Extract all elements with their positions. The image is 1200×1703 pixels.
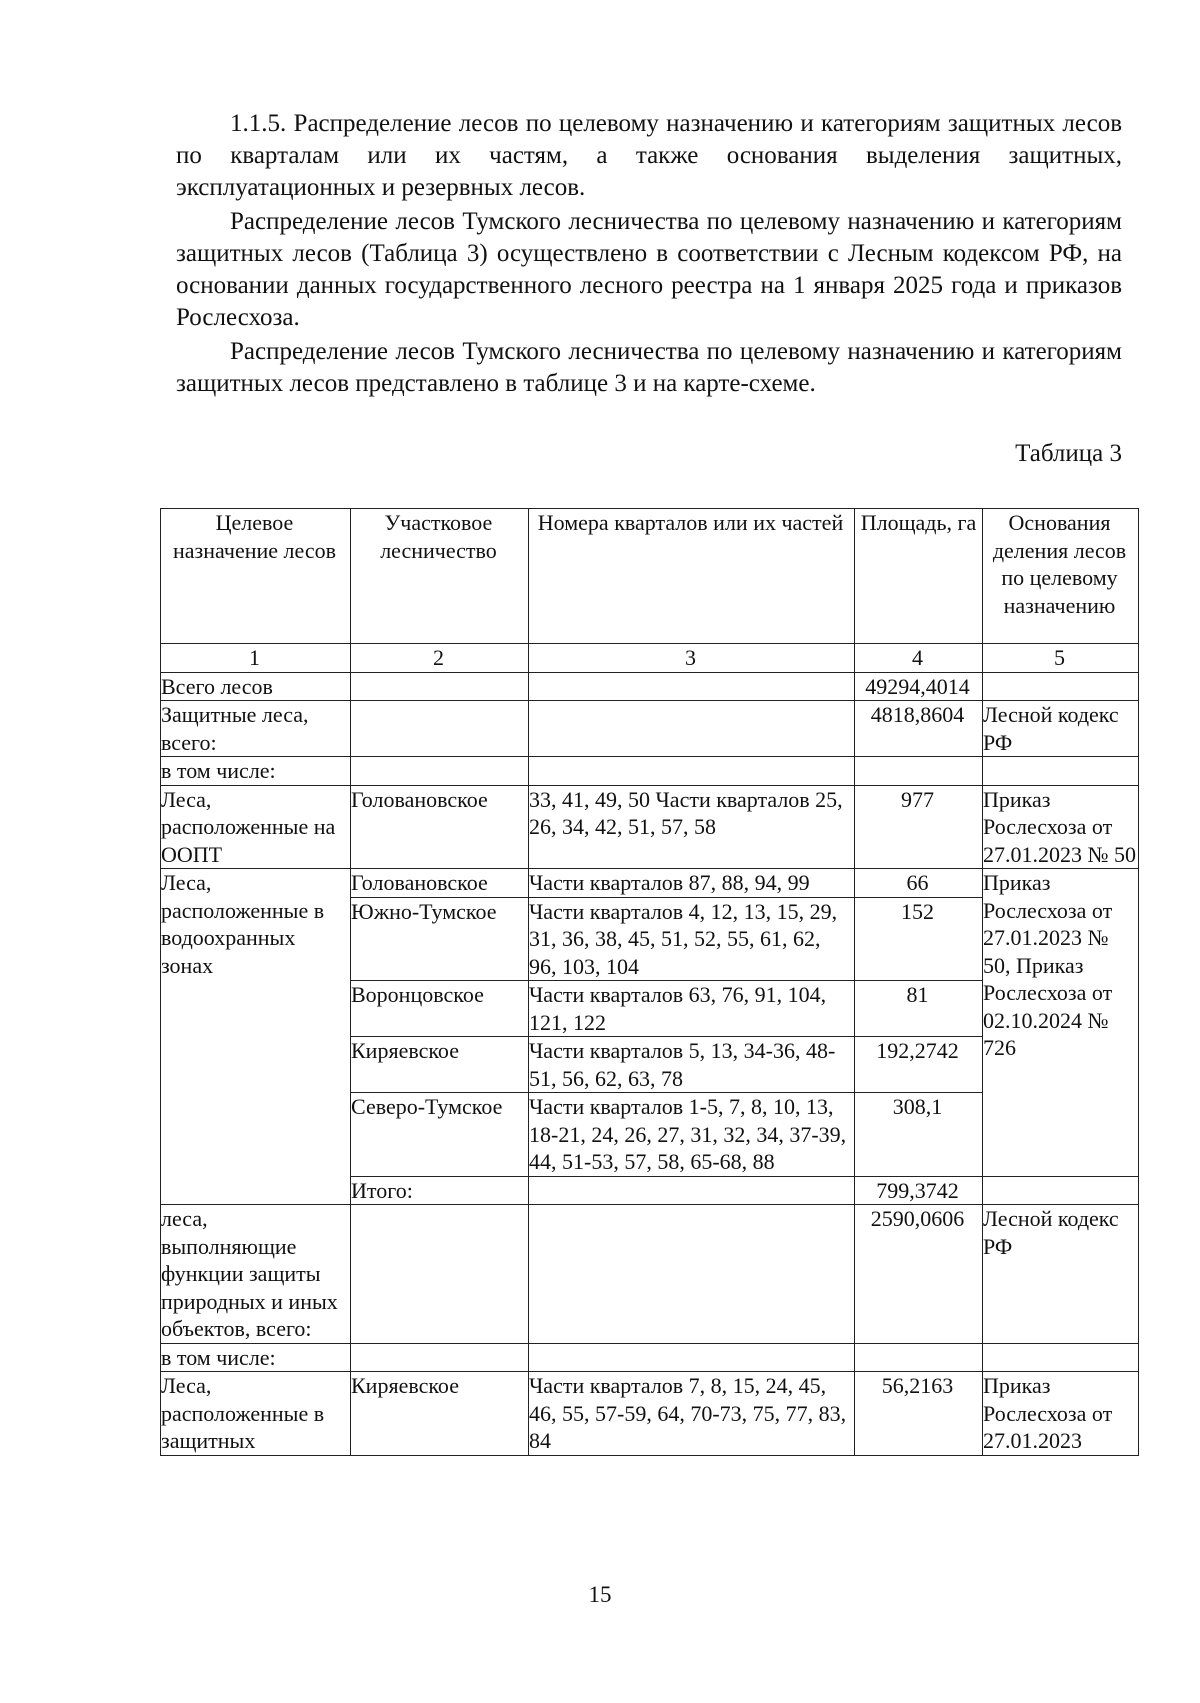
- area-value: 49294,4014: [855, 672, 983, 701]
- empty-cell: [529, 1205, 855, 1344]
- empty-cell: [351, 757, 529, 786]
- area-value: 152: [855, 897, 983, 981]
- section-heading-paragraph: 1.1.5. Распределение лесов по целевому назначению и категориям защитных лесов по кварталам или их частям, а также основания выделения защитных, эксплуатационных и резервных лесов.: [176, 110, 1122, 201]
- table-row: [161, 869, 1139, 898]
- empty-cell: [351, 672, 529, 701]
- subtotal-label: Итого:: [351, 1176, 529, 1205]
- table-row: [161, 757, 1139, 786]
- forestry-name: Южно-Тумское: [351, 897, 529, 981]
- forestry-name: Киряевское: [351, 1372, 529, 1456]
- row-label: Леса, расположенные на ООПТ: [161, 785, 351, 869]
- row-label: Леса, расположенные в водоохранных зонах: [161, 869, 351, 1177]
- empty-cell: [161, 1176, 351, 1205]
- quarters-list: Части кварталов 7, 8, 15, 24, 45, 46, 55, 57-59, 64, 70-73, 75, 77, 83, 84: [529, 1372, 855, 1456]
- header-purpose: Целевое назначение лесов: [161, 509, 351, 644]
- basis-value: Лесной кодекс РФ: [983, 1205, 1139, 1344]
- table-row: [161, 1343, 1139, 1372]
- empty-cell: [983, 1343, 1139, 1372]
- table-row: [161, 785, 1139, 869]
- area-value: 66: [855, 869, 983, 898]
- quarters-list: 33, 41, 49, 50 Части кварталов 25, 26, 34, 42, 51, 57, 58: [529, 785, 855, 869]
- summary-paragraph: Распределение лесов Тумского лесничества по целевому назначению и категориям защитных лесов представлено в таблице 3 и на карте-схеме.: [176, 338, 1122, 397]
- basis-value: Приказ Рослесхоза от 27.01.2023 № 50: [983, 785, 1139, 869]
- area-value: 192,2742: [855, 1037, 983, 1093]
- forestry-name: Северо-Тумское: [351, 1093, 529, 1177]
- empty-cell: [983, 757, 1139, 786]
- header-basis: Основания деления лесов по целевому назначению: [983, 509, 1139, 644]
- basis-value: Приказ Рослесхоза от 27.01.2023 № 50, Приказ Рослесхоза от 02.10.2024 № 726: [983, 869, 1139, 1177]
- row-label: Леса, расположенные в защитных: [161, 1372, 351, 1456]
- header-area: Площадь, га: [855, 509, 983, 644]
- column-number-5: 5: [983, 644, 1139, 673]
- header-quarters: Номера кварталов или их частей: [529, 509, 855, 644]
- column-number-2: 2: [351, 644, 529, 673]
- area-value: 81: [855, 981, 983, 1037]
- empty-cell: [855, 757, 983, 786]
- area-value: 308,1: [855, 1093, 983, 1177]
- quarters-list: Части кварталов 87, 88, 94, 99: [529, 869, 855, 898]
- page-number: 15: [588, 1582, 612, 1607]
- forestry-name: Воронцовское: [351, 981, 529, 1037]
- column-number-1: 1: [161, 644, 351, 673]
- forestry-name: Головановское: [351, 785, 529, 869]
- quarters-list: Части кварталов 4, 12, 13, 15, 29, 31, 36, 38, 45, 51, 52, 55, 61, 62, 96, 103, 104: [529, 897, 855, 981]
- empty-cell: [351, 1205, 529, 1344]
- empty-cell: [529, 757, 855, 786]
- empty-cell: [983, 1176, 1139, 1205]
- quarters-list: Части кварталов 1-5, 7, 8, 10, 13, 18-21, 24, 26, 27, 31, 32, 34, 37-39, 44, 51-53, 57, 58, 65-68, 88: [529, 1093, 855, 1177]
- basis-value: Лесной кодекс РФ: [983, 701, 1139, 757]
- empty-cell: [529, 1176, 855, 1205]
- table-caption: Таблица 3: [1015, 440, 1122, 467]
- empty-cell: [351, 1343, 529, 1372]
- forestry-name: Киряевское: [351, 1037, 529, 1093]
- empty-cell: [855, 1343, 983, 1372]
- table-row: [161, 1205, 1139, 1344]
- table-row: [161, 701, 1139, 757]
- row-label: в том числе:: [161, 1343, 351, 1372]
- text-section: [176, 108, 1122, 402]
- row-label: леса, выполняющие функции защиты природных и иных объектов, всего:: [161, 1205, 351, 1344]
- empty-cell: [529, 672, 855, 701]
- quarters-list: Части кварталов 5, 13, 34-36, 48-51, 56, 62, 63, 78: [529, 1037, 855, 1093]
- table-row: [161, 1176, 1139, 1205]
- forest-distribution-table: [160, 508, 1139, 1456]
- basis-value: Приказ Рослесхоза от 27.01.2023: [983, 1372, 1139, 1456]
- header-forestry: Участковое лесничество: [351, 509, 529, 644]
- area-value: 2590,0606: [855, 1205, 983, 1344]
- table-row: [161, 672, 1139, 701]
- empty-cell: [983, 672, 1139, 701]
- column-numbers-row: [161, 644, 1139, 673]
- empty-cell: [529, 1343, 855, 1372]
- table-header-row: [161, 509, 1139, 644]
- area-value: 977: [855, 785, 983, 869]
- empty-cell: [529, 701, 855, 757]
- quarters-list: Части кварталов 63, 76, 91, 104, 121, 122: [529, 981, 855, 1037]
- column-number-4: 4: [855, 644, 983, 673]
- empty-cell: [351, 701, 529, 757]
- intro-paragraph: Распределение лесов Тумского лесничества по целевому назначению и категориям защитных лесов (Таблица 3) осуществлено в соответствии с Лесным кодексом РФ, на основании данных государственного лесного реестра на 1 января 2025 года и приказов Рослесхоза.: [176, 208, 1122, 331]
- column-number-3: 3: [529, 644, 855, 673]
- row-label: в том числе:: [161, 757, 351, 786]
- row-label: Всего лесов: [161, 672, 351, 701]
- row-label: Защитные леса, всего:: [161, 701, 351, 757]
- table-row: [161, 1372, 1139, 1456]
- area-value: 799,3742: [855, 1176, 983, 1205]
- forestry-name: Головановское: [351, 869, 529, 898]
- area-value: 4818,8604: [855, 701, 983, 757]
- area-value: 56,2163: [855, 1372, 983, 1456]
